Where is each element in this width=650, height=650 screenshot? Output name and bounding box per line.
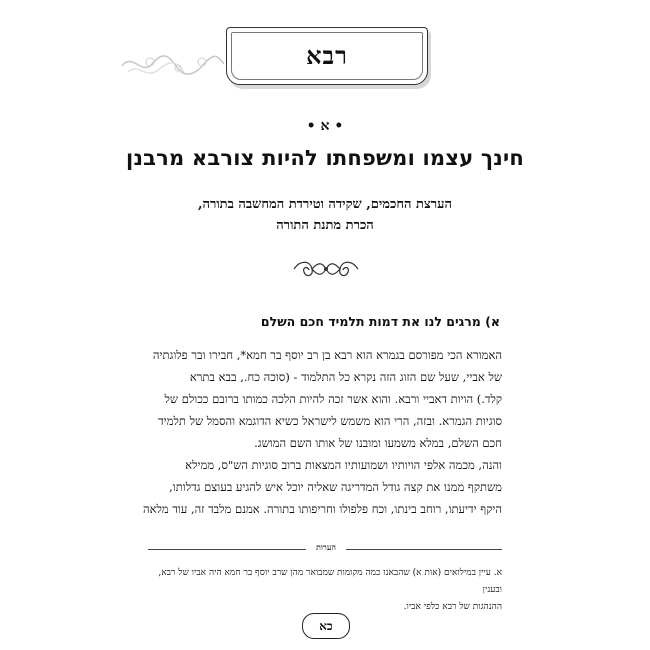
body-line: משתקף ממנו את קצה גודל המדריגה שאליה יוכל איש להגיע בעוצם גדלותו, — [169, 480, 502, 494]
chapter-subtitle-line-2: הכרת מתנת התורה — [276, 218, 374, 233]
divider-ornament-icon — [290, 258, 362, 280]
footnote-line: א. עיין במילואים (אות א) שהבאנו כמה מקומות שמבואר מהן שרב יוסף בר חמא היה אביו של רבא, ובענין — [158, 568, 502, 595]
footnote-line: ההנהגות של רבא כלפי אביו. — [403, 602, 502, 612]
footnote-marker: הערות — [306, 542, 346, 552]
body-paragraph-2 — [142, 454, 502, 520]
body-line: והנה, מכמה אלפי הויותיו ושמועותיו המצאות ברוב סוגיות הש"ס, ממילא — [185, 458, 502, 472]
body-line: חכם השלם, במלא משמעו ומובנו של אותו השם המושג. — [254, 436, 502, 450]
body-line: האמורא הכי מפורסם בגמרא הוא רבא בן רב יוסף בר חמא*, חבירו ובר פלוגתיה — [152, 348, 502, 362]
footnote — [148, 565, 502, 616]
section-heading: א) מרגים לנו את דמות תלמיד חכם השלם — [260, 314, 500, 329]
page-number: כא — [319, 618, 333, 633]
header-title: רבא — [306, 41, 348, 70]
chapter-subtitle-line-1: הערצת החכמים, שקידה וטירדת המחשבה בתורה, — [197, 197, 453, 212]
body-line: סוגיות הגמרא. ובזה, הרי הוא משמש לישראל כשיא הדוגמא והסמל של תלמיד — [158, 414, 502, 428]
body-line: קלד.) הויות דאביי ורבא. והוא אשר זכה להיות הלכה כמותו ברובם ככולם של — [164, 392, 502, 406]
chapter-title: חינך עצמו ומשפחתו להיות צורבא מרבנן — [126, 146, 524, 170]
body-line: היקף ידיעתו, רוחב בינתו, וכח פלפולו וחריפותו בתורה. אמנם מלבד זה, עוד מלאה — [142, 502, 502, 516]
swirl-ornament-icon — [120, 42, 224, 82]
chapter-header-tab — [226, 27, 428, 85]
page-number-badge — [302, 613, 350, 639]
body-line: של אביי, שעל שם הזוג הזה נקרא כל התלמוד - (סוכה כח., בבא בתרא — [189, 370, 502, 384]
body-paragraph-1 — [148, 344, 502, 454]
chapter-number: • א • — [306, 118, 344, 134]
